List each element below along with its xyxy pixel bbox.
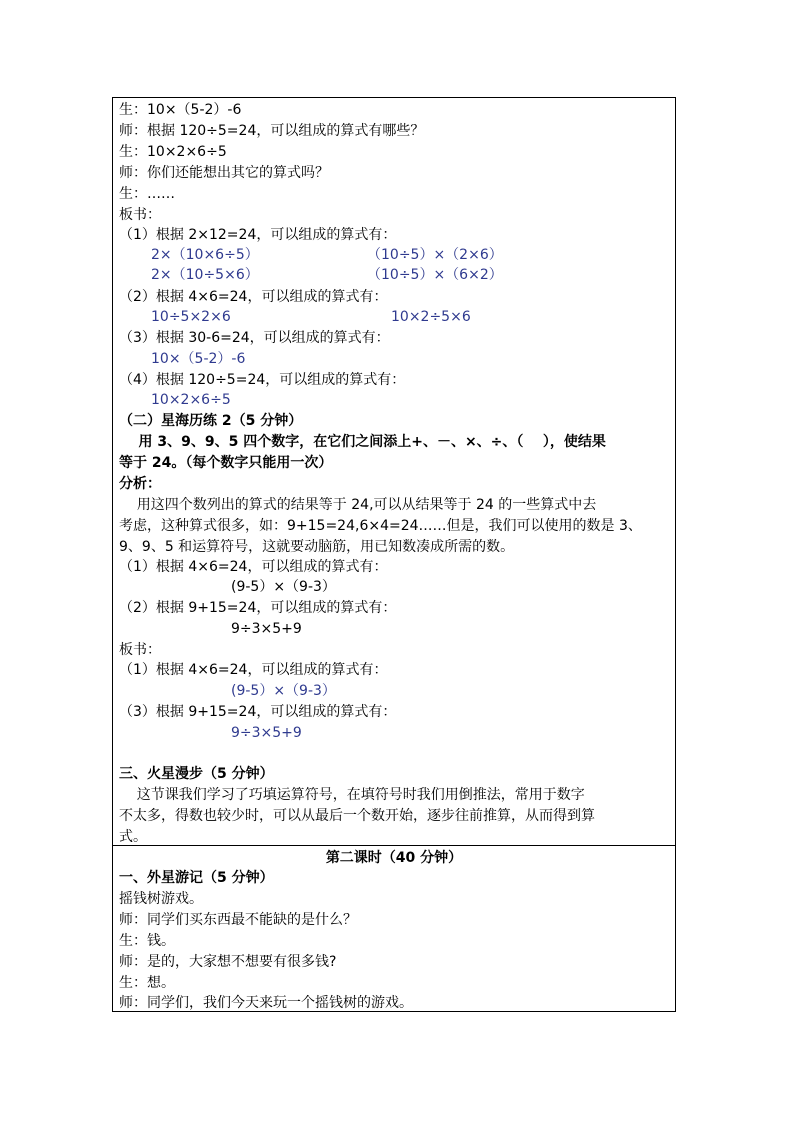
board-item-heading: （1）根据 4×6=24，可以组成的算式有： [119,662,388,678]
analysis-expression: 9÷3×5+9 [231,621,302,637]
problem-text: 用 3、9、9、5 四个数字，在它们之间添上+、－、×、÷、（ ），使结果 [119,434,606,450]
board-item-heading: （3）根据 30-6=24，可以组成的算式有： [119,330,390,346]
board-expression: （10÷5）×（2×6） [367,247,503,263]
dialogue-line: 生：10×（5-2）-6 [119,102,242,118]
board-expression: （10÷5）×（6×2） [367,267,503,283]
dialogue-line: 生：…… [119,186,175,202]
lesson-table [112,97,676,1012]
board-label: 板书： [119,207,161,223]
board-item-heading: （3）根据 9+15=24，可以组成的算式有： [119,704,397,720]
row-divider [113,845,675,846]
board-expression: (9-5）×（9-3） [231,683,336,699]
analysis-heading: （2）根据 9+15=24，可以组成的算式有： [119,600,397,616]
board-item-heading: （1）根据 2×12=24，可以组成的算式有： [119,227,397,243]
board-expression: 10×（5-2）-6 [151,351,246,367]
board-expression: 10×2÷5×6 [391,309,471,325]
board-expression: 9÷3×5+9 [231,725,302,741]
lesson-title: 第二课时（40 分钟） [325,850,463,866]
summary-text: 这节课我们学习了巧填运算符号，在填符号时我们用倒推法，常用于数字 [119,787,585,803]
board-expression: 2×（10÷5×6） [151,267,259,283]
section-heading: 三、火星漫步（5 分钟） [119,766,274,782]
section-heading: （二）星海历练 2（5 分钟） [119,413,303,429]
board-expression: 2×（10×6÷5） [151,247,259,263]
board-label: 板书： [119,642,161,658]
dialogue-line: 摇钱树游戏。 [119,891,203,907]
analysis-heading: （1）根据 4×6=24，可以组成的算式有： [119,559,388,575]
board-expression: 10÷5×2×6 [151,309,231,325]
dialogue-line: 生：10×2×6÷5 [119,144,227,160]
analysis-expression: (9-5）×（9-3） [231,579,336,595]
analysis-text: 9、9、5 和运算符号，这就要动脑筋，用已知数凑成所需的数。 [119,539,515,555]
dialogue-line: 生：想。 [119,975,175,991]
board-item-heading: （4）根据 120÷5=24，可以组成的算式有： [119,372,406,388]
board-item-heading: （2）根据 4×6=24，可以组成的算式有： [119,289,388,305]
analysis-text: 用这四个数列出的算式的结果等于 24,可以从结果等于 24 的一些算式中去 [119,497,597,513]
dialogue-line: 师：同学们，我们今天来玩一个摇钱树的游戏。 [119,995,413,1011]
analysis-text: 考虑，这种算式很多，如：9+15=24,6×4=24……但是，我们可以使用的数是 3、 [119,518,642,534]
summary-text: 式。 [119,829,147,845]
board-expression: 10×2×6÷5 [151,392,231,408]
section-heading: 一、外星游记（5 分钟） [119,870,274,886]
summary-text: 不太多，得数也较少时，可以从最后一个数开始，逐步往前推算，从而得到算 [119,808,595,824]
dialogue-line: 生：钱。 [119,933,175,949]
dialogue-line: 师：同学们买东西最不能缺的是什么？ [119,912,357,928]
dialogue-line: 师：你们还能想出其它的算式吗？ [119,165,329,181]
problem-text: 等于 24。（每个数字只能用一次） [119,455,333,471]
dialogue-line: 师：根据 120÷5=24，可以组成的算式有哪些？ [119,123,425,139]
dialogue-line: 师：是的，大家想不想要有很多钱? [119,954,337,970]
analysis-label: 分析： [119,476,161,492]
